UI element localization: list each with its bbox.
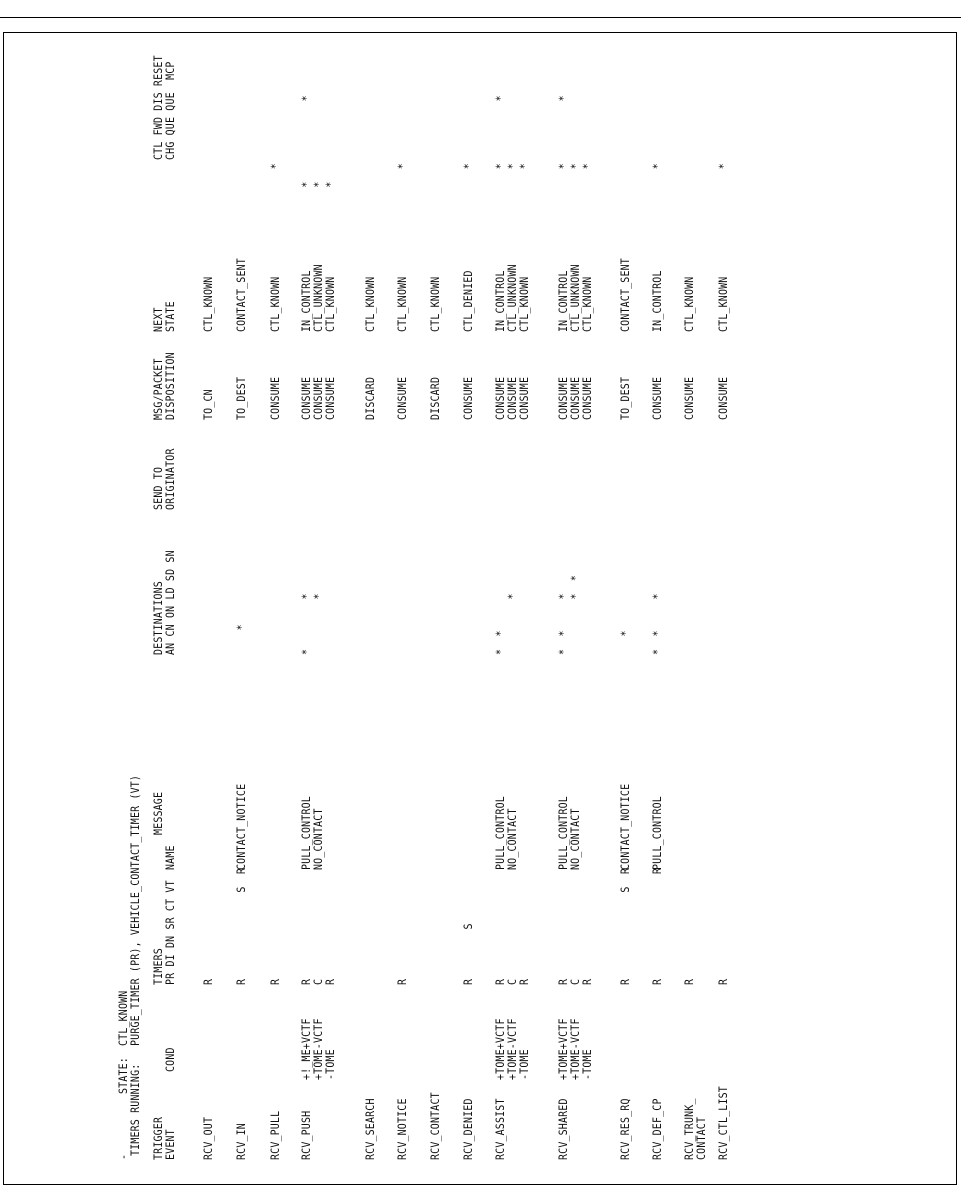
row-timers: C (569, 978, 582, 985)
row-cond: +!_ME+VCTF (300, 1018, 313, 1080)
row-event: RCV_PULL (269, 1110, 282, 1160)
row-next-state: CTL_KNOWN (202, 276, 215, 332)
col-timers-2: PR DI DN SR CT VT (164, 880, 177, 985)
row-destinations: * * (569, 574, 582, 655)
row-flags: * * (494, 95, 507, 200)
row-next-state: CONTACT_SENT (619, 258, 632, 332)
row-message-name: NO_CONTACT (506, 808, 519, 870)
row-message-name: PULL_CONTROL (557, 796, 570, 870)
row-next-state: CTL_KNOWN (683, 276, 696, 332)
row-next-state: IN_CONTROL (557, 270, 570, 332)
row-disposition: CONSUME (557, 376, 570, 420)
row-destinations: * * * (557, 593, 570, 655)
row-event: RCV_DEF_CP (651, 1098, 664, 1160)
row-timers: R (717, 978, 730, 985)
row-event: RCV_IN (235, 1123, 248, 1160)
timers-running-value: PURGE_TIMER (PR), VEHICLE_CONTACT_TIMER (VT) (129, 774, 142, 1046)
col-timers-1: TIMERS (152, 948, 165, 985)
row-flags: * (581, 163, 594, 200)
row-flags: * (324, 181, 337, 200)
row-event: RCV_RES_RQ (619, 1098, 632, 1160)
row-next-state: CTL_KNOWN (429, 276, 442, 332)
row-next-state: CTL_UNKNOWN (506, 264, 519, 332)
row-timers: R S (462, 923, 475, 985)
row-timers: R (300, 978, 313, 985)
row-disposition: CONSUME (683, 376, 696, 420)
row-event: RCV_TRUNK_ (683, 1098, 696, 1160)
row-flags: * (462, 163, 475, 200)
row-message-name: PULL_CONTROL (494, 796, 507, 870)
state-label: STATE: (117, 1057, 130, 1094)
row-next-state: IN_CONTROL (651, 270, 664, 332)
row-next-state: CONTACT_SENT (235, 258, 248, 332)
row-message-name: PULL_CONTROL (300, 796, 313, 870)
row-event: RCV_DENIED (462, 1098, 475, 1160)
row-next-state: CTL_KNOWN (396, 276, 409, 332)
row-disposition: CONSUME (506, 376, 519, 420)
row-timers: R (557, 978, 570, 985)
row-destinations: * * (300, 593, 313, 655)
row-timers: R (269, 978, 282, 985)
row-message-name: NO_CONTACT (312, 808, 325, 870)
row-disposition: CONSUME (269, 376, 282, 420)
row-flags: * * (557, 95, 570, 200)
row-disposition: CONSUME (462, 376, 475, 420)
row-message-name: CONTACT_NOTICE (235, 783, 248, 870)
row-flags: * (312, 181, 325, 200)
row-cond: -TOME (581, 1049, 594, 1080)
row-disposition: TO_DEST (235, 376, 248, 420)
col-flags-2: CHG QUE QUE MCP (164, 61, 177, 160)
row-message-name: CONTACT_NOTICE (619, 783, 632, 870)
header-dash: - (117, 1153, 130, 1160)
row-timers: R (324, 978, 337, 985)
row-event: RCV_PUSH (300, 1110, 313, 1160)
row-flags: * (717, 163, 730, 200)
row-next-state: CTL_KNOWN (364, 276, 377, 332)
row-flags: * (269, 163, 282, 200)
row-cond: +TOME-VCTF (312, 1018, 325, 1080)
col-trigger-1: TRIGGER (152, 1116, 165, 1160)
row-flags: * * (300, 95, 313, 200)
row-next-state: CTL_KNOWN (269, 276, 282, 332)
row-destinations: * (235, 624, 248, 655)
col-cond: COND (164, 1047, 177, 1072)
row-next-state: CTL_UNKNOWN (569, 264, 582, 332)
row-disposition: CONSUME (494, 376, 507, 420)
row-cond: +TOME-VCTF (506, 1018, 519, 1080)
col-send-to-1: SEND TO (152, 466, 165, 510)
col-message-1: MESSAGE (152, 791, 165, 835)
col-message-2: NAME (164, 845, 177, 870)
row-timers: R (494, 978, 507, 985)
row-next-state: CTL_KNOWN (518, 276, 531, 332)
row-destinations: * * (494, 630, 507, 655)
col-send-to-2: ORIGINATOR (164, 448, 177, 510)
col-trigger-2: EVENT (164, 1129, 177, 1160)
row-next-state: CTL_DENIED (462, 270, 475, 332)
row-destinations: * (312, 593, 325, 655)
row-flags: * (569, 163, 582, 200)
row-disposition: TO_DEST (619, 376, 632, 420)
row-disposition: CONSUME (312, 376, 325, 420)
row-event: RCV_ASSIST (494, 1098, 507, 1160)
row-disposition: CONSUME (581, 376, 594, 420)
state-value: CTL_KNOWN (117, 990, 130, 1046)
row-disposition: TO_CN (202, 389, 215, 420)
row-timers: R (518, 978, 531, 985)
row-timers: R R (651, 867, 664, 985)
row-message-name: PULL_CONTROL (651, 796, 664, 870)
row-timers: R S R (619, 867, 632, 985)
row-destinations: * (506, 593, 519, 655)
col-flags-1: CTL FWD DIS RESET (152, 55, 165, 160)
row-next-state: CTL_UNKNOWN (312, 264, 325, 332)
col-destinations-2: AN CN ON LD SD SN (164, 550, 177, 655)
row-flags: * (506, 163, 519, 200)
row-disposition: CONSUME (396, 376, 409, 420)
top-rule (0, 17, 961, 18)
row-event: RCV_SHARED (557, 1098, 570, 1160)
row-disposition: CONSUME (518, 376, 531, 420)
row-disposition: CONSUME (717, 376, 730, 420)
row-event: RCV_CONTACT (429, 1092, 442, 1160)
col-disposition-1: MSG/PACKET (152, 358, 165, 420)
row-cond: +TOME+VCTF (557, 1018, 570, 1080)
row-cond: +TOME+VCTF (494, 1018, 507, 1080)
row-next-state: CTL_KNOWN (324, 276, 337, 332)
row-cond: -TOME (518, 1049, 531, 1080)
col-next-state-1: NEXT (152, 307, 165, 332)
row-disposition: CONSUME (651, 376, 664, 420)
row-next-state: CTL_KNOWN (717, 276, 730, 332)
row-timers: R (683, 978, 696, 985)
row-disposition: CONSUME (300, 376, 313, 420)
col-disposition-2: DISPOSITION (164, 352, 177, 420)
row-timers: R (396, 978, 409, 985)
row-disposition: DISCARD (429, 376, 442, 420)
row-message-name: NO_CONTACT (569, 808, 582, 870)
row-timers: C (312, 978, 325, 985)
row-flags: * (651, 163, 664, 200)
row-destinations: * * * (651, 593, 664, 655)
row-next-state: IN_CONTROL (494, 270, 507, 332)
row-next-state: IN_CONTROL (300, 270, 313, 332)
row-event: RCV_CTL_LIST (717, 1086, 730, 1160)
row-timers: R S R (235, 867, 248, 985)
row-event: CONTACT (695, 1116, 708, 1160)
row-next-state: CTL_KNOWN (581, 276, 594, 332)
row-timers: R (202, 978, 215, 985)
row-event: RCV_OUT (202, 1116, 215, 1160)
row-timers: R (581, 978, 594, 985)
row-flags: * (396, 163, 409, 200)
row-destinations: * (619, 630, 632, 655)
rotated-state-table (110, 40, 840, 1160)
row-cond: -TOME (324, 1049, 337, 1080)
timers-running-label: TIMERS RUNNING: (129, 1063, 142, 1156)
row-disposition: DISCARD (364, 376, 377, 420)
row-flags: * (518, 163, 531, 200)
row-timers: C (506, 978, 519, 985)
row-cond: +TOME-VCTF (569, 1018, 582, 1080)
row-disposition: CONSUME (569, 376, 582, 420)
col-destinations-1: DESTINATIONS (152, 581, 165, 655)
row-event: RCV_SEARCH (364, 1098, 377, 1160)
row-event: RCV_NOTICE (396, 1098, 409, 1160)
col-next-state-2: STATE (164, 301, 177, 332)
row-disposition: CONSUME (324, 376, 337, 420)
